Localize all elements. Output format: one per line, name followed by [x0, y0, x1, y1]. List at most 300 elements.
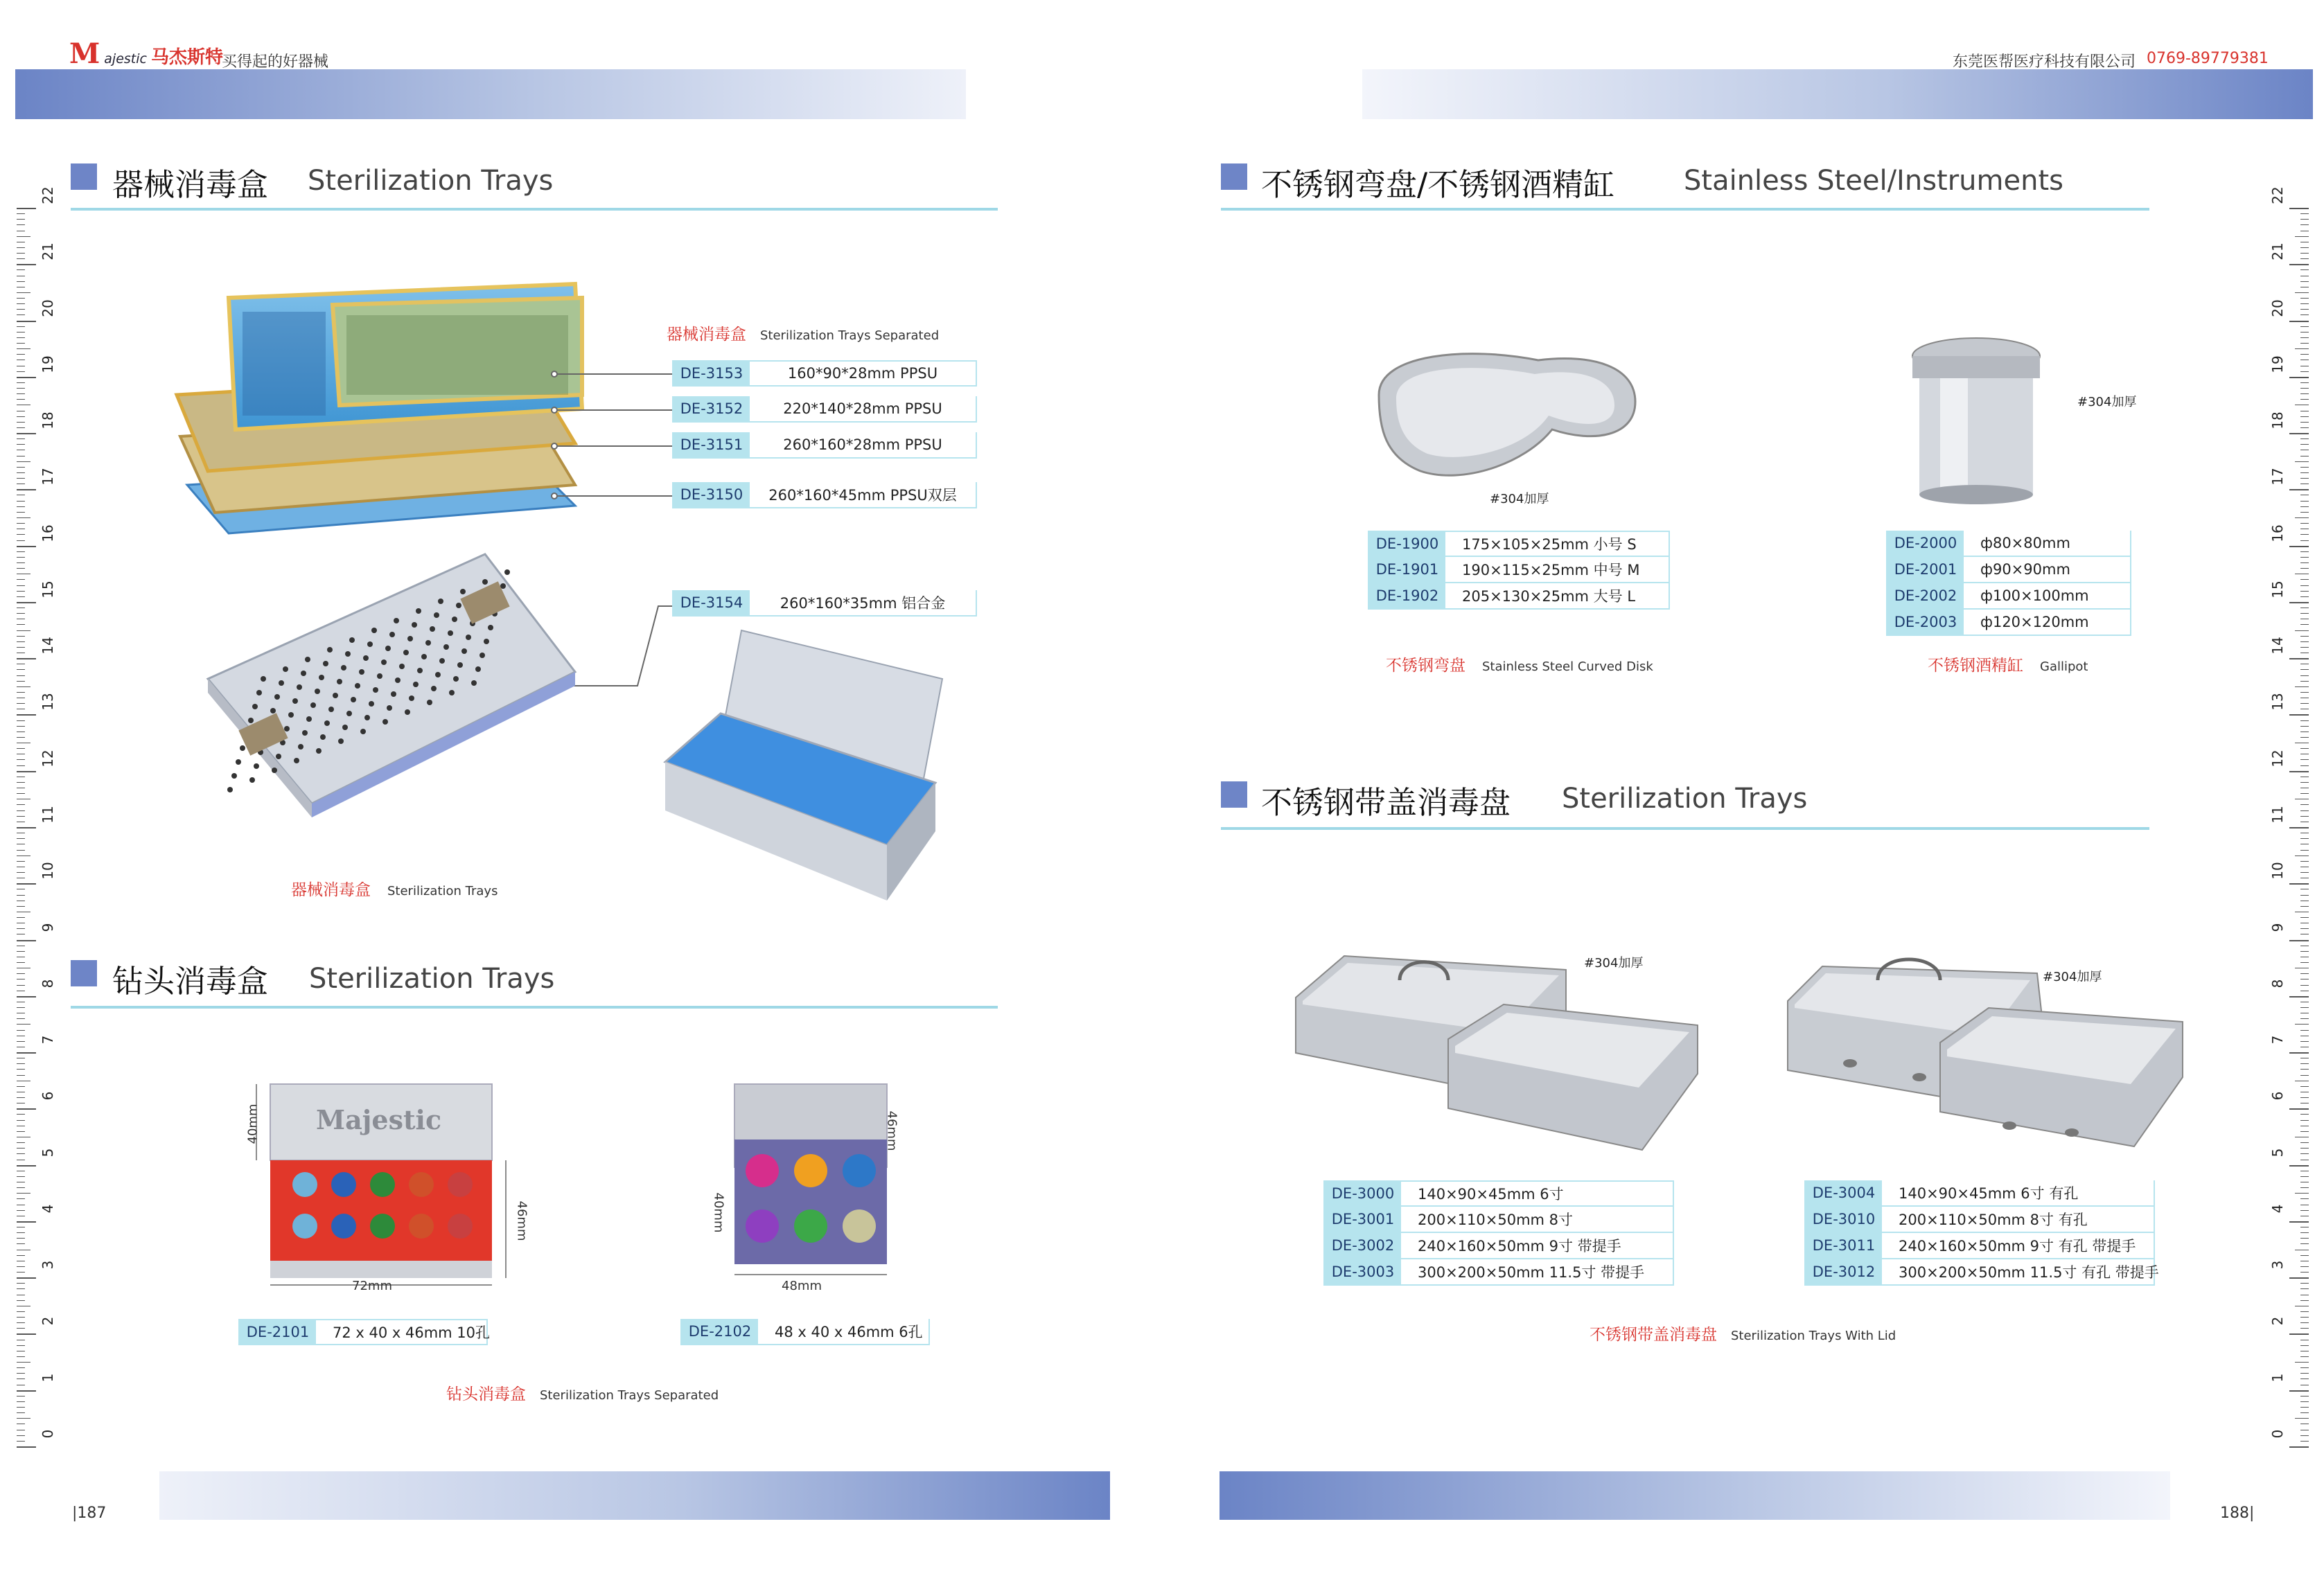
- ruler-tick: [2300, 1148, 2309, 1149]
- ruler-tick: [17, 1148, 25, 1149]
- drill-caption-en: Sterilization Trays Separated: [540, 1388, 719, 1403]
- ruler-number: 18: [2269, 411, 2286, 429]
- brand-logo: [69, 37, 223, 70]
- ruler-tick: [2289, 489, 2309, 490]
- perforation-hole: [373, 687, 378, 693]
- perforation-hole: [274, 694, 280, 700]
- ruler-tick: [17, 1063, 25, 1064]
- ruler-tick: [17, 269, 25, 270]
- ruler-tick: [2300, 1407, 2309, 1408]
- drill-caption: [446, 1381, 719, 1404]
- section-underline: [1221, 827, 2149, 830]
- lidded-trays-image: [1289, 949, 1705, 1164]
- ruler-tick: [2300, 1131, 2309, 1132]
- ruler-tick: [17, 377, 36, 378]
- ruler-tick: [17, 1120, 25, 1121]
- perforation-hole: [351, 697, 356, 702]
- lid-caption: [1590, 1322, 1896, 1345]
- ruler-tick: [2300, 692, 2309, 693]
- ruler-tick: [2295, 1418, 2309, 1419]
- ruler-tick: [17, 793, 25, 794]
- logo-letter: M: [69, 37, 100, 70]
- ruler-tick: [17, 1418, 30, 1419]
- perforation-hole: [249, 777, 255, 783]
- company-phone: 0769-89779381: [2147, 50, 2269, 67]
- ruler-tick: [17, 1030, 25, 1031]
- perforation-hole: [270, 708, 276, 713]
- spec-row: [1368, 583, 1670, 610]
- ruler-number: 5: [39, 1148, 56, 1157]
- perforation-hole: [504, 569, 510, 575]
- ruler-tick: [17, 1373, 25, 1374]
- ruler-tick: [2300, 1243, 2309, 1244]
- logo-cn: 马杰斯特: [150, 47, 223, 68]
- ruler-tick: [2300, 337, 2309, 338]
- ruler-tick: [2300, 1198, 2309, 1199]
- perforation-hole: [488, 625, 493, 630]
- product-spec: 175×105×25mm 小号 S: [1462, 536, 1637, 553]
- perforation-hole: [327, 647, 333, 653]
- spec-row: [680, 1319, 930, 1345]
- gallipot-caption-cn: 不锈钢酒精缸: [1928, 657, 2023, 675]
- ruler-tick: [2300, 371, 2309, 372]
- ruler-tick: [2300, 591, 2309, 592]
- perforation-hole: [315, 689, 320, 694]
- ruler-tick: [2300, 332, 2309, 333]
- ruler-tick: [2289, 940, 2309, 941]
- perforation-hole: [301, 671, 306, 676]
- ruler-tick: [2300, 906, 2309, 907]
- ruler-tick: [2289, 827, 2309, 828]
- ruler-tick: [2300, 1238, 2309, 1239]
- ruler-tick: [2300, 1300, 2309, 1301]
- ruler-number: 10: [39, 862, 56, 880]
- ruler-tick: [17, 1108, 36, 1110]
- perforation-hole: [252, 704, 258, 709]
- drill-slot: [370, 1214, 395, 1239]
- ruler-tick: [17, 838, 25, 839]
- ruler-number: 20: [2269, 299, 2286, 317]
- ruler-tick: [2300, 224, 2309, 225]
- ruler-tick: [2289, 1390, 2309, 1392]
- perforation-hole: [377, 673, 382, 679]
- ruler-tick: [2289, 771, 2309, 772]
- ruler-tick: [17, 613, 25, 614]
- ruler-tick: [17, 303, 25, 304]
- ruler-tick: [2300, 1317, 2309, 1318]
- perforation-hole: [391, 691, 396, 697]
- ruler-tick: [17, 540, 25, 541]
- ruler-tick: [2300, 1441, 2309, 1442]
- ruler-tick: [17, 321, 36, 322]
- ruler-tick: [2300, 895, 2309, 896]
- section-title-cn: 不锈钢带盖消毒盘: [1261, 784, 1511, 821]
- perforation-hole: [460, 589, 466, 594]
- ruler-tick: [17, 1367, 25, 1368]
- ruler-tick: [17, 1193, 30, 1194]
- ruler-tick: [17, 726, 25, 727]
- product-code: DE-3003: [1325, 1259, 1401, 1284]
- ruler-tick: [2300, 1367, 2309, 1368]
- perforation-hole: [439, 658, 445, 664]
- ruler-tick: [2300, 1007, 2309, 1008]
- product-spec: 240×160×50mm 9寸 有孔 带提手: [1899, 1238, 2136, 1254]
- perforation-hole: [305, 657, 310, 662]
- ruler-number: 7: [2269, 1035, 2286, 1045]
- ruler-tick: [2300, 1210, 2309, 1211]
- ruler-tick: [17, 703, 25, 704]
- ruler-tick: [2300, 557, 2309, 558]
- product-code: DE-2001: [1887, 557, 1964, 582]
- ruler-tick: [2300, 213, 2309, 214]
- perforation-hole: [403, 650, 409, 655]
- ruler-tick: [17, 1075, 25, 1076]
- ruler-tick: [2300, 596, 2309, 597]
- perforation-hole: [417, 668, 423, 673]
- product-spec: 220*140*28mm PPSU: [783, 400, 942, 417]
- ruler-number: 2: [39, 1317, 56, 1326]
- ruler-tick: [17, 1052, 36, 1054]
- ruler-tick: [17, 1311, 25, 1312]
- product-code: DE-2000: [1887, 531, 1964, 556]
- perforation-hole: [297, 684, 302, 690]
- drill-slot: [409, 1214, 434, 1239]
- perforation-hole: [381, 659, 387, 665]
- ruler-tick: [2300, 951, 2309, 952]
- ruler-tick: [17, 1142, 25, 1143]
- ruler-tick: [2300, 726, 2309, 727]
- product-code: DE-3002: [1325, 1233, 1401, 1258]
- material-note: #304加厚: [2077, 395, 2137, 409]
- ruler-tick: [17, 962, 25, 963]
- ruler-tick: [17, 444, 25, 445]
- ruler-number: 16: [39, 524, 56, 542]
- section-title-en: Sterilization Trays: [309, 963, 555, 995]
- ruler-tick: [2300, 551, 2309, 552]
- ruler-tick: [2300, 1401, 2309, 1402]
- spec-row: [672, 482, 977, 508]
- spec-row: [1323, 1207, 1674, 1233]
- perforation-hole: [421, 654, 427, 659]
- product-code: DE-2002: [1887, 583, 1964, 608]
- ruler-tick: [2300, 1345, 2309, 1346]
- ruler-tick: [2300, 636, 2309, 637]
- company-name: 东莞医帮医疗科技有限公司: [1953, 53, 2136, 71]
- section-title-en: Stainless Steel/Instruments: [1684, 165, 2063, 197]
- perforation-hole: [284, 726, 290, 732]
- ruler-tick: [17, 1153, 25, 1154]
- product-code: DE-3010: [1806, 1207, 1882, 1232]
- ruler-tick: [2300, 624, 2309, 625]
- perforation-hole: [434, 612, 439, 618]
- product-code: DE-3000: [1325, 1182, 1401, 1205]
- ruler-tick: [17, 1277, 36, 1279]
- perforation-hole: [461, 648, 467, 654]
- perforation-hole: [425, 640, 431, 646]
- ruler-tick: [17, 264, 36, 265]
- ruler-tick: [17, 1378, 25, 1379]
- product-code: DE-3153: [674, 362, 750, 385]
- drill-slot: [448, 1214, 473, 1239]
- ruler-tick: [2300, 810, 2309, 811]
- ruler-tick: [2300, 540, 2309, 541]
- ruler-tick: [2289, 658, 2309, 659]
- logo-latin: ajestic: [104, 51, 147, 67]
- product-spec: 190×115×25mm 中号 M: [1462, 562, 1640, 578]
- ruler-tick: [17, 782, 25, 783]
- ruler-tick: [2300, 838, 2309, 839]
- ruler-tick: [17, 855, 30, 856]
- product-spec: 300×200×50mm 11.5寸 带提手: [1418, 1264, 1645, 1281]
- spec-row: [1886, 557, 2131, 583]
- ruler-tick: [17, 883, 36, 885]
- perforation-hole: [407, 636, 413, 641]
- ruler-tick: [17, 596, 25, 597]
- product-spec: 260*160*35mm 铝合金: [780, 595, 946, 612]
- perforation-hole: [288, 712, 294, 718]
- ruler-tick: [2300, 467, 2309, 468]
- perforation-hole: [294, 758, 299, 763]
- ruler-tick: [2300, 416, 2309, 417]
- ruler-tick: [17, 534, 25, 535]
- ruler-tick: [2300, 1356, 2309, 1357]
- ruler-tick: [2295, 461, 2309, 462]
- ruler-tick: [17, 1007, 25, 1008]
- perforation-hole: [240, 745, 245, 751]
- perforation-hole: [283, 666, 288, 672]
- ruler-number: 10: [2269, 862, 2286, 880]
- ruler-tick: [2300, 647, 2309, 648]
- ruler-tick: [2300, 748, 2309, 749]
- ruler-left: [17, 173, 56, 1475]
- ruler-tick: [2300, 1288, 2309, 1289]
- perforation-hole: [443, 644, 449, 650]
- perforation-hole: [453, 676, 459, 682]
- perforation-hole: [328, 707, 334, 712]
- ruler-tick: [2300, 720, 2309, 721]
- perforation-hole: [333, 693, 338, 698]
- ruler-tick: [17, 467, 25, 468]
- ruler-tick: [2289, 321, 2309, 322]
- perforation-hole: [231, 773, 237, 779]
- perforation-hole: [409, 695, 414, 701]
- spec-row: [1323, 1180, 1674, 1207]
- ruler-tick: [2289, 996, 2309, 998]
- ruler-tick: [17, 669, 25, 670]
- ruler-number: 22: [39, 186, 56, 204]
- ruler-tick: [17, 1441, 25, 1442]
- perforation-hole: [323, 661, 328, 666]
- perforation-hole: [349, 637, 355, 643]
- spec-row: [1368, 531, 1670, 557]
- ruler-tick: [17, 737, 25, 738]
- drill-slot: [448, 1172, 473, 1197]
- ruler-tick: [17, 546, 36, 547]
- ruler-tick: [17, 1317, 25, 1318]
- ruler-tick: [17, 258, 25, 259]
- ruler-tick: [17, 591, 25, 592]
- perforation-hole: [360, 729, 366, 734]
- ruler-tick: [17, 1266, 25, 1267]
- ruler-tick: [2300, 675, 2309, 676]
- section-title-en: Sterilization Trays: [308, 165, 554, 197]
- ruler-tick: [2300, 1272, 2309, 1273]
- product-code: DE-3152: [674, 396, 750, 421]
- ruler-tick: [17, 951, 25, 952]
- perforation-hole: [427, 700, 432, 705]
- ruler-tick: [17, 895, 25, 896]
- ruler-tick: [2300, 681, 2309, 682]
- ruler-number: 19: [39, 355, 56, 373]
- ruler-tick: [2300, 816, 2309, 817]
- ruler-tick: [17, 562, 25, 563]
- perforation-hole: [261, 676, 266, 682]
- material-note: #304加厚: [1584, 956, 1644, 970]
- ruler-tick: [2300, 314, 2309, 315]
- ruler-tick: [2289, 1333, 2309, 1335]
- ruler-tick: [2289, 264, 2309, 265]
- ruler-tick: [17, 1356, 25, 1357]
- product-code: DE-3154: [674, 590, 750, 615]
- product-spec: 240×160×50mm 9寸 带提手: [1418, 1238, 1621, 1254]
- section-title-cn: 钻头消毒盒: [112, 963, 269, 1000]
- perforation-hole: [448, 630, 453, 636]
- perforation-hole: [479, 653, 485, 658]
- drill-caption-cn: 钻头消毒盒: [446, 1385, 526, 1403]
- ruler-tick: [17, 1446, 36, 1448]
- ruler-tick: [17, 1018, 25, 1019]
- perforation-hole: [302, 730, 308, 736]
- ppsu-caption-en: Sterilization Trays Separated: [760, 328, 940, 343]
- ruler-tick: [17, 1210, 25, 1211]
- ruler-tick: [2300, 1041, 2309, 1042]
- ruler-tick: [17, 692, 25, 693]
- ruler-tick: [17, 523, 25, 524]
- ruler-number: 17: [39, 468, 56, 486]
- section-title-cn: 器械消毒盒: [112, 166, 269, 203]
- ruler-tick: [2289, 602, 2309, 603]
- ruler-tick: [17, 332, 25, 333]
- ruler-tick: [2300, 641, 2309, 642]
- ruler-tick: [2295, 686, 2309, 687]
- ruler-tick: [2300, 1373, 2309, 1374]
- ruler-tick: [17, 686, 30, 687]
- product-spec: ф80×80mm: [1980, 535, 2070, 551]
- perforation-hole: [416, 608, 421, 614]
- ruler-tick: [2300, 326, 2309, 327]
- slogan: 买得起的好器械: [222, 53, 329, 71]
- ruler-tick: [2295, 630, 2309, 631]
- ruler-tick: [17, 1069, 25, 1070]
- ruler-tick: [17, 399, 25, 400]
- ruler-tick: [17, 427, 25, 428]
- perforation-hole: [382, 719, 388, 725]
- ruler-tick: [17, 585, 25, 586]
- perforation-hole: [341, 665, 346, 671]
- perforation-hole: [342, 725, 348, 730]
- ppsu-caption-cn: 器械消毒盒: [667, 326, 746, 344]
- ruler-tick: [2300, 765, 2309, 766]
- spec-row: [672, 590, 977, 617]
- ruler-tick: [2289, 1165, 2309, 1167]
- ruler-tick: [2300, 1030, 2309, 1031]
- ruler-tick: [17, 416, 25, 417]
- section-underline: [1221, 208, 2149, 211]
- ruler-number: 12: [2269, 750, 2286, 768]
- ruler-tick: [17, 1407, 25, 1408]
- ruler-tick: [17, 1221, 36, 1223]
- ruler-tick: [17, 326, 25, 327]
- ruler-tick: [17, 804, 25, 805]
- perforation-hole: [449, 690, 455, 695]
- ruler-tick: [17, 343, 25, 344]
- ruler-tick: [17, 630, 30, 631]
- product-spec: 140×90×45mm 6寸: [1418, 1186, 1564, 1203]
- ruler-tick: [17, 478, 25, 479]
- ruler-number: 6: [39, 1092, 56, 1101]
- ruler-tick: [2300, 562, 2309, 563]
- ruler-tick: [2300, 1322, 2309, 1323]
- ruler-number: 15: [39, 580, 56, 599]
- ruler-number: 4: [39, 1204, 56, 1214]
- perforation-hole: [298, 744, 303, 750]
- product-code: DE-3011: [1806, 1233, 1882, 1258]
- ruler-tick: [2300, 438, 2309, 439]
- ruler-tick: [2300, 793, 2309, 794]
- perforation-hole: [385, 646, 391, 651]
- ruler-tick: [17, 1255, 25, 1256]
- ruler-tick: [2300, 861, 2309, 862]
- ruler-tick: [17, 506, 25, 507]
- ruler-tick: [17, 568, 25, 569]
- ruler-tick: [17, 281, 25, 282]
- ruler-tick: [2300, 1283, 2309, 1284]
- ruler-number: 1: [2269, 1373, 2286, 1383]
- ruler-tick: [2300, 804, 2309, 805]
- ruler-tick: [17, 472, 25, 473]
- ruler-tick: [2300, 253, 2309, 254]
- product-code: DE-3004: [1806, 1180, 1882, 1205]
- ruler-tick: [2300, 399, 2309, 400]
- perforation-hole: [452, 617, 457, 622]
- ruler-tick: [2300, 613, 2309, 614]
- ruler-tick: [17, 489, 36, 490]
- product-spec: 300×200×50mm 11.5寸 有孔 带提手: [1899, 1264, 2159, 1281]
- ruler-tick: [17, 1114, 25, 1115]
- ruler-number: 20: [39, 299, 56, 317]
- ruler-tick: [17, 393, 25, 394]
- ruler-tick: [2289, 1108, 2309, 1110]
- ruler-tick: [2300, 1396, 2309, 1397]
- ruler-tick: [17, 675, 25, 676]
- ruler-tick: [17, 1362, 30, 1363]
- perforation-hole: [236, 759, 241, 765]
- ruler-tick: [2300, 1063, 2309, 1064]
- perforation-hole: [346, 711, 352, 716]
- ruler-tick: [2300, 703, 2309, 704]
- ruler-tick: [17, 1435, 25, 1436]
- ruler-tick: [17, 557, 25, 558]
- ruler-tick: [17, 1198, 25, 1199]
- perforation-hole: [254, 763, 259, 769]
- perforation-hole: [435, 672, 441, 677]
- product-spec: 48 x 40 x 46mm 6孔: [775, 1324, 923, 1340]
- gallipot-caption-en: Gallipot: [2040, 659, 2088, 674]
- perforation-hole: [369, 701, 374, 707]
- product-code: DE-3001: [1325, 1207, 1401, 1232]
- product-spec: 160*90*28mm PPSU: [787, 365, 938, 382]
- ruler-tick: [2300, 219, 2309, 220]
